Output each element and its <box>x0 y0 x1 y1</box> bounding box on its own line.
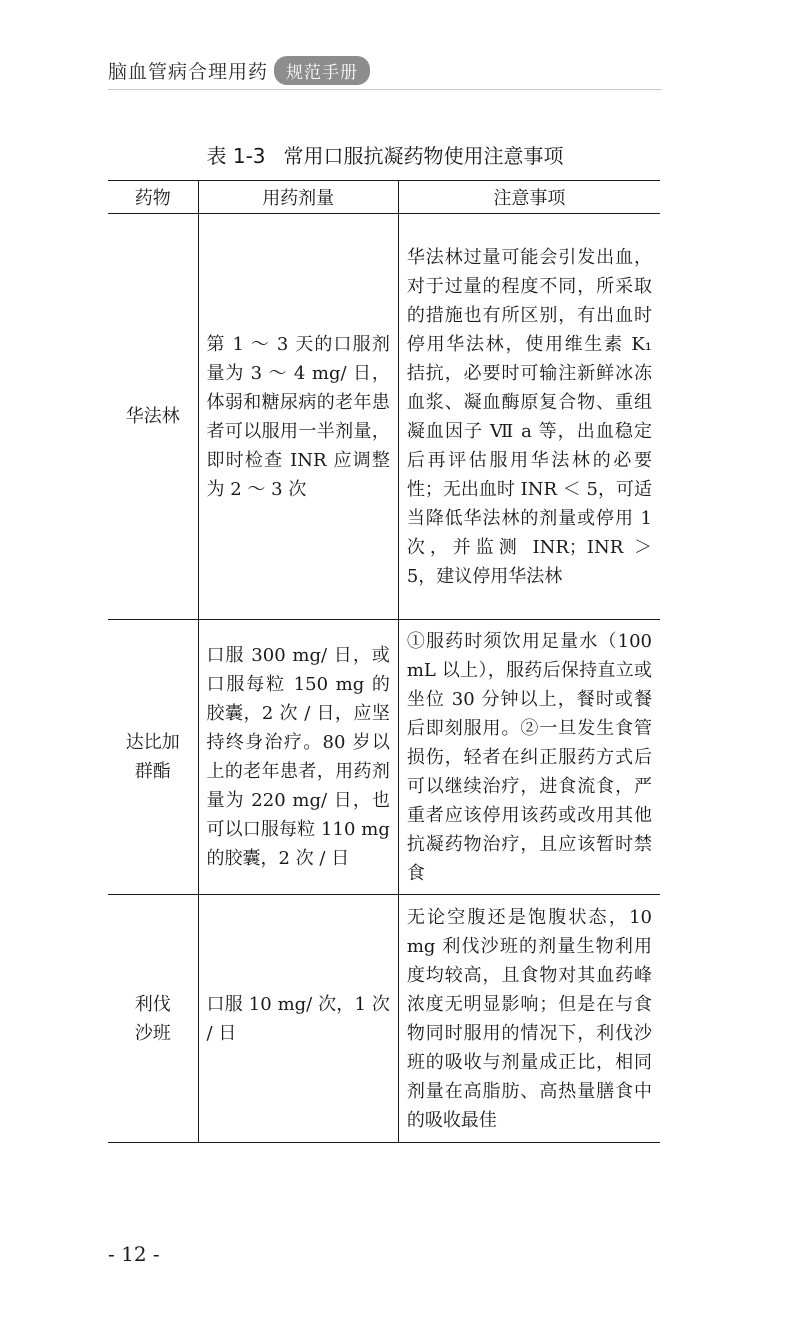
notes-text: 华法林过量可能会引发出血，对于过量的程度不同，所采取的措施也有所区别，有出血时停用华法林，使用维生素 K₁ 拮抗，必要时可输注新鲜冰冻血浆、凝血酶原复合物、重组凝血因子 Ⅶ a 等，出血稳定后再评估服用华法林的必要性；无出血时 INR ＜ 5，可适当降低华法林的剂量或停用 1 次，并监测 INR；INR ＞ 5，建议停用华法林 <box>406 246 652 587</box>
header-divider <box>108 89 662 90</box>
column-header-notes: 注意事项 <box>398 181 660 214</box>
column-header-dose: 用药剂量 <box>198 181 398 214</box>
table-row <box>108 214 660 620</box>
drug-name: 利伐沙班 <box>134 993 171 1044</box>
drug-name-cell <box>108 620 198 895</box>
notes-cell <box>398 214 660 620</box>
table-header-row <box>108 181 660 214</box>
notes-text: 无论空腹还是饱腹状态，10 mg 利伐沙班的剂量生物利用度均较高，且食物对其血药峰浓度无明显影响；但是在与食物同时服用的情况下，利伐沙班的吸收与剂量成正比，相同剂量在高脂肪、高热量膳食中的吸收最佳 <box>406 906 652 1131</box>
dose-text: 口服 10 mg/ 次，1 次 / 日 <box>206 993 390 1044</box>
dose-cell <box>198 620 398 895</box>
drug-name-cell <box>108 895 198 1143</box>
table-number: 表 1-3 <box>206 144 266 168</box>
running-header <box>108 52 370 88</box>
drug-name: 达比加群酯 <box>125 732 180 782</box>
column-header-drug: 药物 <box>108 181 198 214</box>
notes-cell <box>398 620 660 895</box>
table-caption <box>108 140 662 169</box>
dose-cell <box>198 214 398 620</box>
table-row <box>108 620 660 895</box>
notes-cell <box>398 895 660 1143</box>
book-title: 脑血管病合理用药 <box>108 60 269 83</box>
dose-text: 第 1 ～ 3 天的口服剂量为 3 ～ 4 mg/ 日，体弱和糖尿病的老年患者可以服用一半剂量，即时检查 INR 应调整为 2 ～ 3 次 <box>206 333 390 500</box>
notes-text: ①服药时须饮用足量水（100 mL 以上），服药后保持直立或坐位 30 分钟以上，餐时或餐后即刻服用。②一旦发生食管损伤，轻者在纠正服药方式后可以继续治疗，进食流食，严重者应该停用该药或改用其他抗凝药物治疗，且应该暂时禁食 <box>406 630 652 884</box>
anticoagulant-table <box>108 180 660 1143</box>
book-subtitle-badge: 规范手册 <box>274 56 370 85</box>
drug-name: 华法林 <box>125 406 180 427</box>
drug-name-cell <box>108 214 198 620</box>
table-row <box>108 895 660 1143</box>
table-title: 常用口服抗凝药物使用注意事项 <box>283 144 564 168</box>
page-number: - 12 - <box>108 1242 160 1266</box>
dose-cell <box>198 895 398 1143</box>
dose-text: 口服 300 mg/ 日，或口服每粒 150 mg 的胶囊，2 次 / 日，应坚持终身治疗。80 岁以上的老年患者，用药剂量为 220 mg/ 日，也可以口服每粒 110 mg 的胶囊，2 次 / 日 <box>206 645 390 869</box>
